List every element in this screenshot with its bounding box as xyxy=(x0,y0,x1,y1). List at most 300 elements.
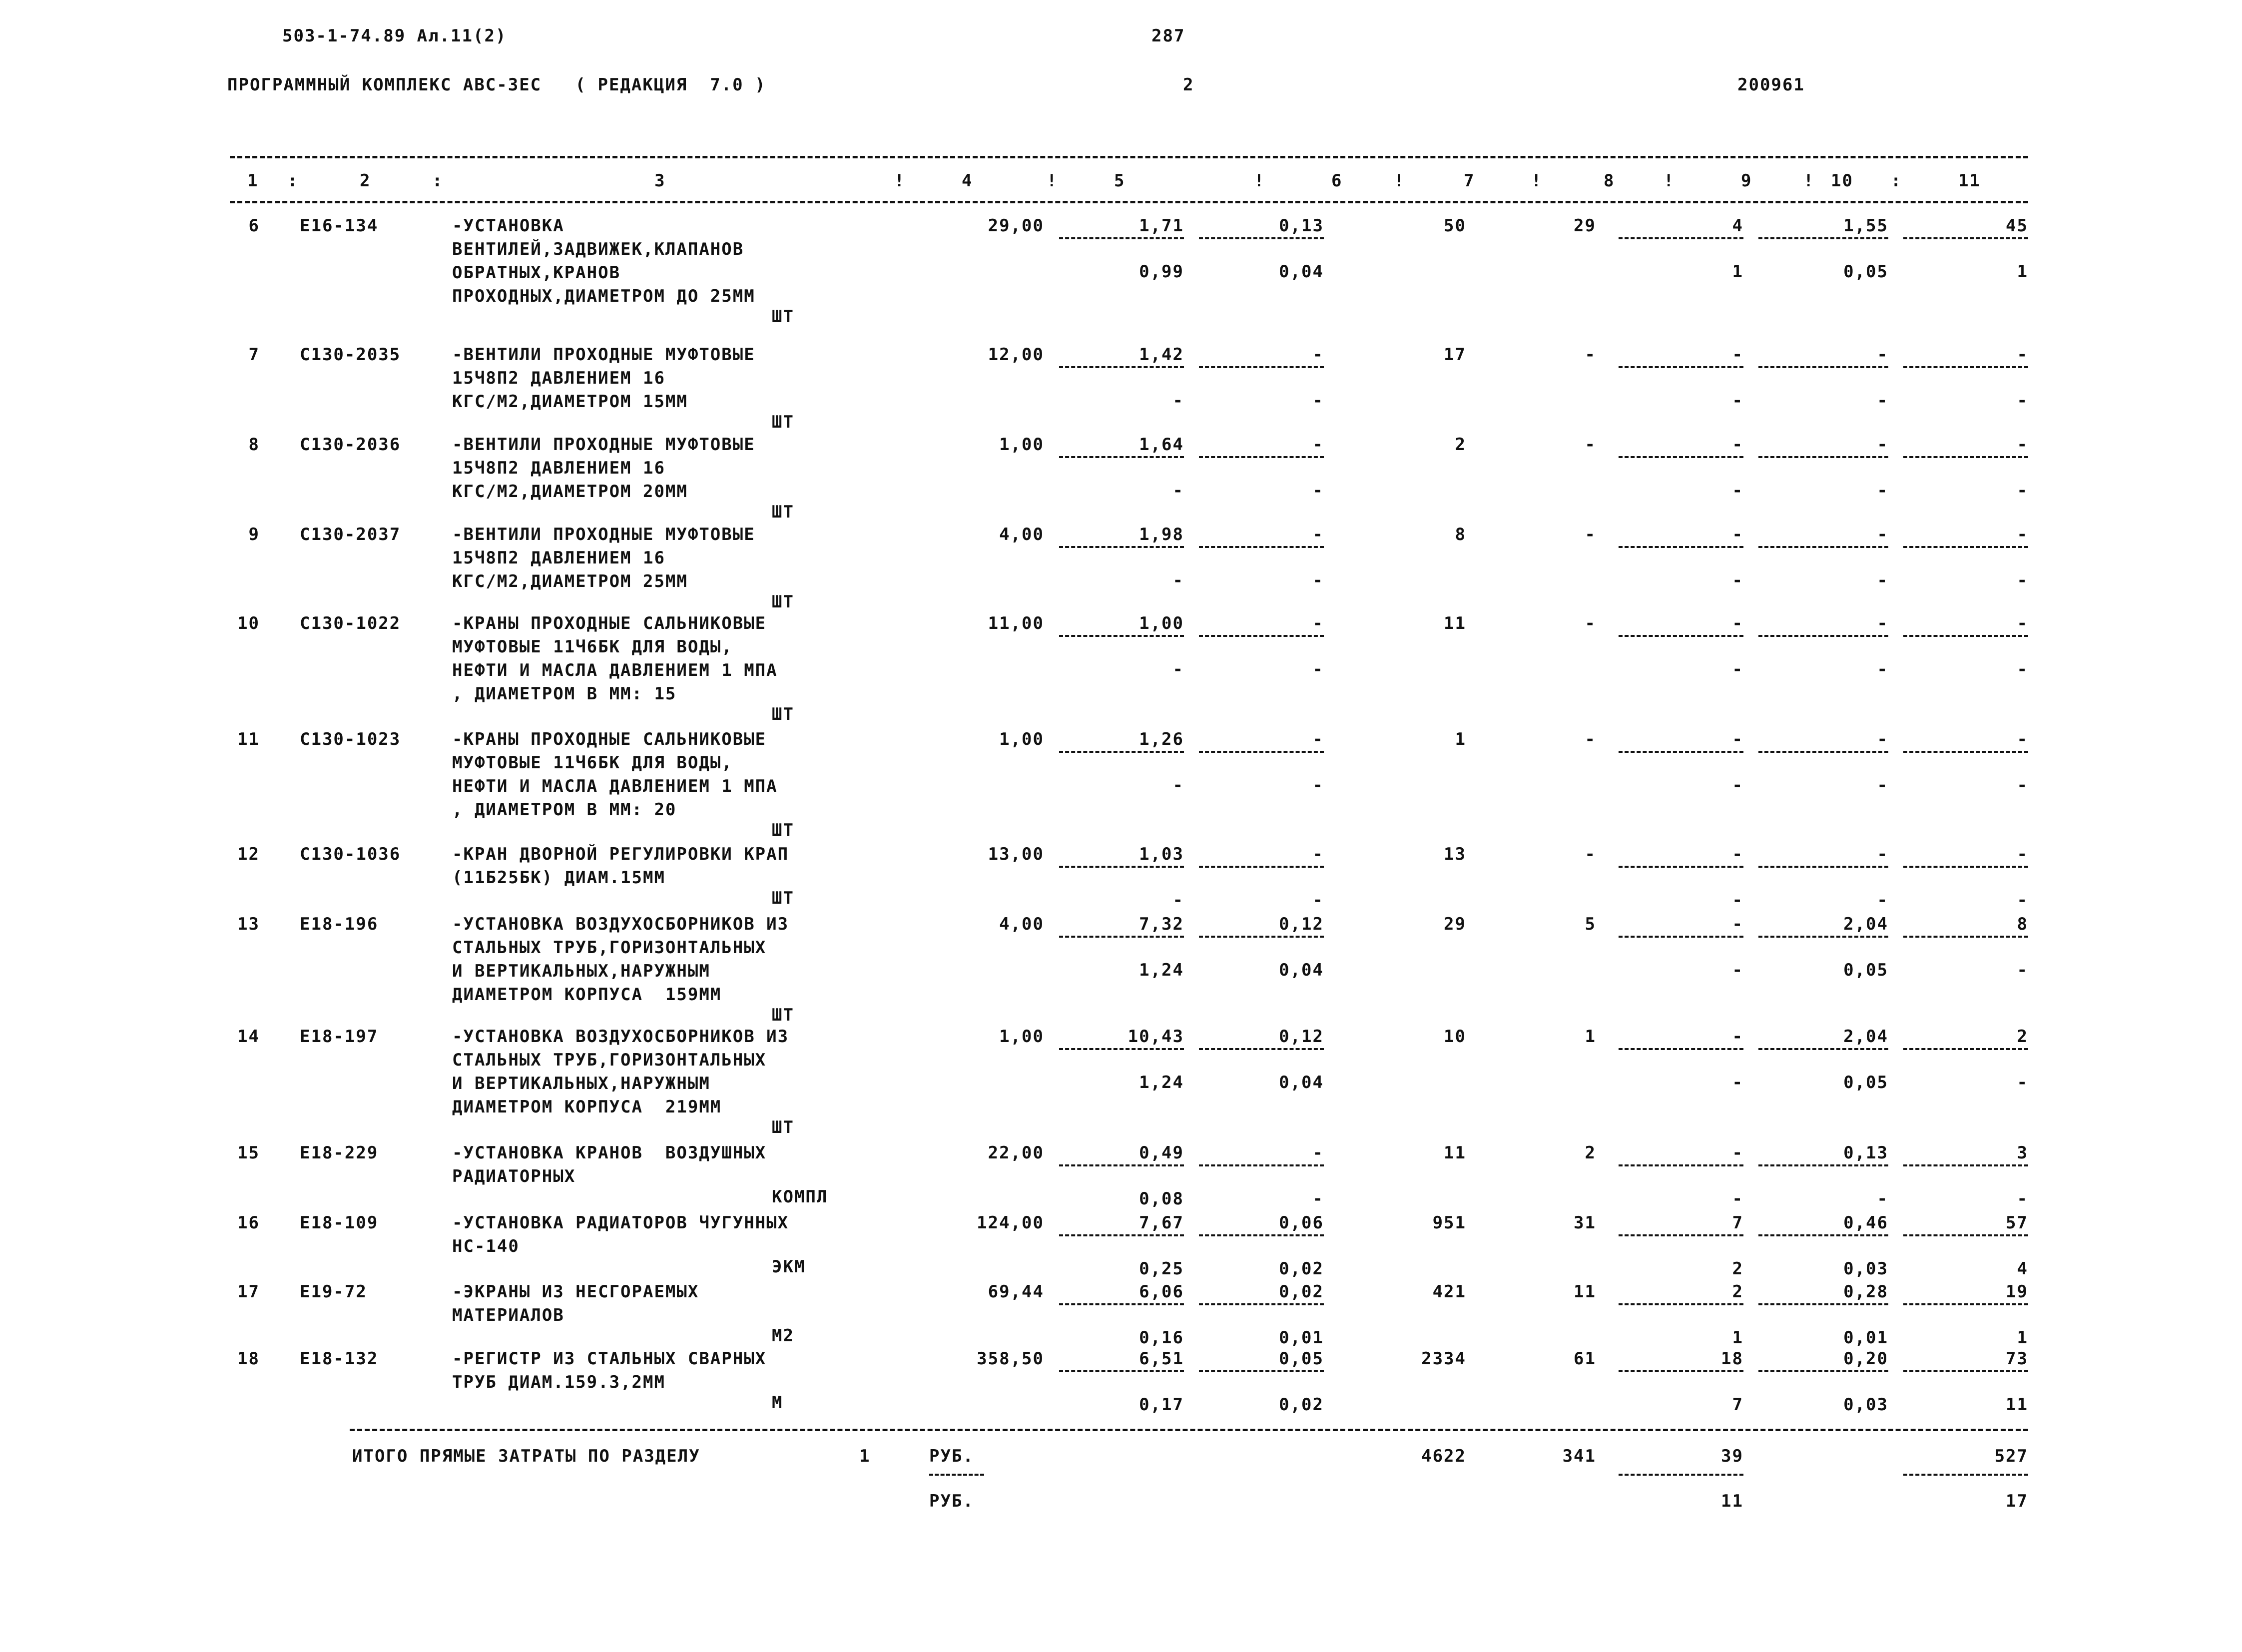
row-16-col11-wage: 4 xyxy=(2017,1259,2028,1279)
row-9-col5-total: 1,98 xyxy=(1139,525,1184,545)
row-6-col8: 29 xyxy=(1574,216,1596,236)
row-17-col5-total: 6,06 xyxy=(1139,1282,1184,1302)
row-10-col11-separator xyxy=(1903,635,2028,637)
row-9-col10-wage: - xyxy=(1877,570,1888,590)
row-14-col6-separator xyxy=(1199,1048,1324,1050)
row-6-col10-total: 1,55 xyxy=(1843,216,1888,236)
row-11-col9-wage: - xyxy=(1732,775,1743,795)
row-12-col11-wage: - xyxy=(2017,890,2028,910)
totals-col11-separator xyxy=(1903,1474,2028,1476)
row-18-col10-wage: 0,03 xyxy=(1843,1395,1888,1415)
column-header-5: ! xyxy=(894,171,906,191)
row-16-col6-wage: 0,02 xyxy=(1279,1259,1324,1279)
page-number: 287 xyxy=(1151,26,1185,46)
row-11-code: С130-1023 xyxy=(300,729,401,749)
row-11-desc-line-0: -КРАНЫ ПРОХОДНЫЕ САЛЬНИКОВЫЕ xyxy=(452,729,767,749)
row-6-desc-line-3: ПРОХОДНЫХ,ДИАМЕТРОМ ДО 25ММ xyxy=(452,286,755,306)
row-10-col6-wage: - xyxy=(1312,659,1324,679)
row-7-col9-total: - xyxy=(1732,345,1743,365)
row-17-col11-separator xyxy=(1903,1303,2028,1305)
row-6-number: 6 xyxy=(248,216,260,236)
totals-col8: 341 xyxy=(1562,1446,1596,1466)
row-15-col5-separator xyxy=(1059,1164,1184,1166)
row-11-col7: 1 xyxy=(1455,729,1466,749)
row-10-col5-total: 1,00 xyxy=(1139,613,1184,633)
row-17-col9-separator xyxy=(1619,1303,1743,1305)
row-18-col5-total: 6,51 xyxy=(1139,1349,1184,1369)
row-16-col9-total: 7 xyxy=(1732,1213,1743,1233)
totals-col7: 4622 xyxy=(1421,1446,1466,1466)
row-14-col10-wage: 0,05 xyxy=(1843,1073,1888,1093)
row-17-col10-total: 0,28 xyxy=(1843,1282,1888,1302)
row-8-col5-total: 1,64 xyxy=(1139,435,1184,455)
row-8-col10-total: - xyxy=(1877,435,1888,455)
column-header-17: ! xyxy=(1803,171,1815,191)
table-header-border xyxy=(230,201,2028,203)
row-8-col5-wage: - xyxy=(1172,481,1184,501)
row-9-code: С130-2037 xyxy=(300,525,401,545)
row-17-quantity: 69,44 xyxy=(988,1282,1044,1302)
row-17-col8: 11 xyxy=(1574,1282,1596,1302)
row-18-desc-line-1: ТРУБ ДИАМ.159.3,2ММ xyxy=(452,1372,665,1392)
row-7-number: 7 xyxy=(248,345,260,365)
row-6-unit: ШТ xyxy=(772,307,794,327)
row-13-col5-wage: 1,24 xyxy=(1139,960,1184,980)
row-16-number: 16 xyxy=(237,1213,260,1233)
column-header-10: 6 xyxy=(1331,171,1343,191)
row-14-col10-separator xyxy=(1758,1048,1888,1050)
row-15-col9-total: - xyxy=(1732,1143,1743,1163)
row-14-col6-wage: 0,04 xyxy=(1279,1073,1324,1093)
row-13-col9-total: - xyxy=(1732,914,1743,934)
row-18-col9-separator xyxy=(1619,1370,1743,1372)
row-10-quantity: 11,00 xyxy=(988,613,1044,633)
row-10-col6-separator xyxy=(1199,635,1324,637)
row-14-desc-line-3: ДИАМЕТРОМ КОРПУСА 219ММ xyxy=(452,1097,722,1117)
row-18-col11-total: 73 xyxy=(2006,1349,2028,1369)
column-header-20: 11 xyxy=(1958,171,1981,191)
totals-unit: РУБ. xyxy=(929,1446,974,1466)
row-6-col11-wage: 1 xyxy=(2017,262,2028,282)
row-16-col5-wage: 0,25 xyxy=(1139,1259,1184,1279)
row-16-col7: 951 xyxy=(1432,1213,1466,1233)
row-6-col5-wage: 0,99 xyxy=(1139,262,1184,282)
totals-unit-second: РУБ. xyxy=(929,1491,974,1511)
column-header-14: 8 xyxy=(1604,171,1615,191)
row-11-col11-wage: - xyxy=(2017,775,2028,795)
row-18-unit: М xyxy=(772,1393,783,1413)
row-11-col9-separator xyxy=(1619,751,1743,753)
column-header-1: : xyxy=(287,171,299,191)
row-14-col7: 10 xyxy=(1444,1027,1466,1047)
row-18-col6-total: 0,05 xyxy=(1279,1349,1324,1369)
row-12-col9-separator xyxy=(1619,866,1743,868)
row-12-code: С130-1036 xyxy=(300,844,401,864)
row-17-col6-total: 0,02 xyxy=(1279,1282,1324,1302)
row-13-desc-line-0: -УСТАНОВКА ВОЗДУХОСБОРНИКОВ ИЗ xyxy=(452,914,789,934)
row-8-col5-separator xyxy=(1059,456,1184,458)
row-13-col9-separator xyxy=(1619,936,1743,938)
row-11-col6-wage: - xyxy=(1312,775,1324,795)
row-15-col7: 11 xyxy=(1444,1143,1466,1163)
row-6-desc-line-1: ВЕНТИЛЕЙ,ЗАДВИЖЕК,КЛАПАНОВ xyxy=(452,239,744,259)
row-13-col9-wage: - xyxy=(1732,960,1743,980)
row-7-col9-wage: - xyxy=(1732,391,1743,411)
totals-unit-separator xyxy=(929,1474,984,1476)
row-10-col5-wage: - xyxy=(1172,659,1184,679)
row-17-col7: 421 xyxy=(1432,1282,1466,1302)
row-18-desc-line-0: -РЕГИСТР ИЗ СТАЛЬНЫХ СВАРНЫХ xyxy=(452,1349,767,1369)
row-18-col11-separator xyxy=(1903,1370,2028,1372)
doc-reference: 503-1-74.89 Ал.11(2) xyxy=(282,26,507,46)
row-8-number: 8 xyxy=(248,435,260,455)
row-13-col5-separator xyxy=(1059,936,1184,938)
row-15-desc-line-0: -УСТАНОВКА КРАНОВ ВОЗДУШНЫХ xyxy=(452,1143,767,1163)
row-17-col6-separator xyxy=(1199,1303,1324,1305)
row-14-col6-total: 0,12 xyxy=(1279,1027,1324,1047)
row-18-col9-wage: 7 xyxy=(1732,1395,1743,1415)
row-17-col5-separator xyxy=(1059,1303,1184,1305)
row-11-number: 11 xyxy=(237,729,260,749)
row-17-col6-wage: 0,01 xyxy=(1279,1328,1324,1348)
row-14-quantity: 1,00 xyxy=(999,1027,1044,1047)
row-10-desc-line-0: -КРАНЫ ПРОХОДНЫЕ САЛЬНИКОВЫЕ xyxy=(452,613,767,633)
row-6-col9-total: 4 xyxy=(1732,216,1743,236)
row-15-col8: 2 xyxy=(1585,1143,1596,1163)
row-15-col10-wage: - xyxy=(1877,1189,1888,1209)
row-15-col6-separator xyxy=(1199,1164,1324,1166)
row-13-number: 13 xyxy=(237,914,260,934)
row-11-col10-wage: - xyxy=(1877,775,1888,795)
row-14-col10-total: 2,04 xyxy=(1843,1027,1888,1047)
row-12-col5-separator xyxy=(1059,866,1184,868)
row-14-col9-total: - xyxy=(1732,1027,1743,1047)
row-10-unit: ШТ xyxy=(772,704,794,724)
row-16-col11-separator xyxy=(1903,1234,2028,1236)
row-15-unit: КОМПЛ xyxy=(772,1187,828,1207)
row-7-col11-separator xyxy=(1903,366,2028,368)
row-12-col6-wage: - xyxy=(1312,890,1324,910)
row-17-col11-total: 19 xyxy=(2006,1282,2028,1302)
column-header-6: 4 xyxy=(962,171,973,191)
row-9-col8: - xyxy=(1585,525,1596,545)
sheet-number: 2 xyxy=(1183,75,1194,95)
row-16-col10-wage: 0,03 xyxy=(1843,1259,1888,1279)
row-7-col6-total: - xyxy=(1312,345,1324,365)
row-9-col11-separator xyxy=(1903,546,2028,548)
row-9-col6-total: - xyxy=(1312,525,1324,545)
row-10-col11-wage: - xyxy=(2017,659,2028,679)
row-13-col6-separator xyxy=(1199,936,1324,938)
row-13-col11-total: 8 xyxy=(2017,914,2028,934)
row-13-col6-total: 0,12 xyxy=(1279,914,1324,934)
row-17-desc-line-0: -ЭКРАНЫ ИЗ НЕСГОРАЕМЫХ xyxy=(452,1282,699,1302)
row-7-col5-wage: - xyxy=(1172,391,1184,411)
row-8-col9-total: - xyxy=(1732,435,1743,455)
row-18-col10-separator xyxy=(1758,1370,1888,1372)
row-10-col10-wage: - xyxy=(1877,659,1888,679)
row-13-quantity: 4,00 xyxy=(999,914,1044,934)
row-8-col6-separator xyxy=(1199,456,1324,458)
row-13-desc-line-2: И ВЕРТИКАЛЬНЫХ,НАРУЖНЫМ xyxy=(452,961,710,981)
row-14-desc-line-2: И ВЕРТИКАЛЬНЫХ,НАРУЖНЫМ xyxy=(452,1074,710,1094)
row-7-col8: - xyxy=(1585,345,1596,365)
row-8-col11-total: - xyxy=(2017,435,2028,455)
row-13-col5-total: 7,32 xyxy=(1139,914,1184,934)
row-14-col11-total: 2 xyxy=(2017,1027,2028,1047)
row-7-col7: 17 xyxy=(1444,345,1466,365)
row-7-desc-line-0: -ВЕНТИЛИ ПРОХОДНЫЕ МУФТОВЫЕ xyxy=(452,345,755,365)
row-10-col7: 11 xyxy=(1444,613,1466,633)
row-17-col11-wage: 1 xyxy=(2017,1328,2028,1348)
row-9-col7: 8 xyxy=(1455,525,1466,545)
column-header-8: 5 xyxy=(1114,171,1125,191)
totals-col9-total: 39 xyxy=(1721,1446,1743,1466)
row-10-col11-total: - xyxy=(2017,613,2028,633)
column-header-12: 7 xyxy=(1464,171,1475,191)
row-17-col9-total: 2 xyxy=(1732,1282,1743,1302)
row-13-unit: ШТ xyxy=(772,1005,794,1025)
totals-col9-wage: 11 xyxy=(1721,1491,1743,1511)
row-9-col5-wage: - xyxy=(1172,570,1184,590)
row-8-code: С130-2036 xyxy=(300,435,401,455)
row-12-col6-separator xyxy=(1199,866,1324,868)
row-10-desc-line-2: НЕФТИ И МАСЛА ДАВЛЕНИЕМ 1 МПА xyxy=(452,660,778,680)
row-16-col5-separator xyxy=(1059,1234,1184,1236)
row-16-col9-wage: 2 xyxy=(1732,1259,1743,1279)
row-14-col8: 1 xyxy=(1585,1027,1596,1047)
row-11-col8: - xyxy=(1585,729,1596,749)
row-8-col8: - xyxy=(1585,435,1596,455)
row-18-col8: 61 xyxy=(1574,1349,1596,1369)
row-16-col6-total: 0,06 xyxy=(1279,1213,1324,1233)
row-7-col5-separator xyxy=(1059,366,1184,368)
row-12-col10-wage: - xyxy=(1877,890,1888,910)
row-7-col11-total: - xyxy=(2017,345,2028,365)
row-15-col6-wage: - xyxy=(1312,1189,1324,1209)
row-15-col10-total: 0,13 xyxy=(1843,1143,1888,1163)
row-7-desc-line-2: КГС/М2,ДИАМЕТРОМ 15ММ xyxy=(452,392,688,412)
row-6-col5-separator xyxy=(1059,237,1184,239)
row-18-code: Е18-132 xyxy=(300,1349,379,1369)
row-9-col9-separator xyxy=(1619,546,1743,548)
column-header-15: ! xyxy=(1664,171,1675,191)
row-12-unit: ШТ xyxy=(772,888,794,908)
column-header-19: : xyxy=(1891,171,1902,191)
column-header-18: 10 xyxy=(1831,171,1853,191)
row-7-col9-separator xyxy=(1619,366,1743,368)
row-10-code: С130-1022 xyxy=(300,613,401,633)
row-14-unit: ШТ xyxy=(772,1117,794,1137)
row-16-unit: ЭКМ xyxy=(772,1257,806,1277)
row-15-code: Е18-229 xyxy=(300,1143,379,1163)
row-9-quantity: 4,00 xyxy=(999,525,1044,545)
row-9-col9-total: - xyxy=(1732,525,1743,545)
row-11-desc-line-2: НЕФТИ И МАСЛА ДАВЛЕНИЕМ 1 МПА xyxy=(452,776,778,796)
row-12-col5-total: 1,03 xyxy=(1139,844,1184,864)
row-15-col11-total: 3 xyxy=(2017,1143,2028,1163)
row-15-col5-wage: 0,08 xyxy=(1139,1189,1184,1209)
row-13-col10-separator xyxy=(1758,936,1888,938)
row-6-col6-wage: 0,04 xyxy=(1279,262,1324,282)
row-16-col6-separator xyxy=(1199,1234,1324,1236)
row-7-desc-line-1: 15Ч8П2 ДАВЛЕНИЕМ 16 xyxy=(452,368,665,388)
row-13-desc-line-3: ДИАМЕТРОМ КОРПУСА 159ММ xyxy=(452,985,722,1005)
row-7-col11-wage: - xyxy=(2017,391,2028,411)
row-13-col11-wage: - xyxy=(2017,960,2028,980)
row-6-col6-total: 0,13 xyxy=(1279,216,1324,236)
row-17-col9-wage: 1 xyxy=(1732,1328,1743,1348)
row-14-col9-separator xyxy=(1619,1048,1743,1050)
row-7-quantity: 12,00 xyxy=(988,345,1044,365)
row-11-col6-separator xyxy=(1199,751,1324,753)
row-11-col9-total: - xyxy=(1732,729,1743,749)
row-12-col7: 13 xyxy=(1444,844,1466,864)
row-14-code: Е18-197 xyxy=(300,1027,379,1047)
row-8-quantity: 1,00 xyxy=(999,435,1044,455)
row-11-col5-separator xyxy=(1059,751,1184,753)
row-9-desc-line-1: 15Ч8П2 ДАВЛЕНИЕМ 16 xyxy=(452,548,665,568)
row-9-col6-wage: - xyxy=(1312,570,1324,590)
row-9-desc-line-0: -ВЕНТИЛИ ПРОХОДНЫЕ МУФТОВЫЕ xyxy=(452,525,755,545)
row-8-col10-wage: - xyxy=(1877,481,1888,501)
row-11-col10-total: - xyxy=(1877,729,1888,749)
row-7-code: С130-2035 xyxy=(300,345,401,365)
row-8-col10-separator xyxy=(1758,456,1888,458)
row-18-col11-wage: 11 xyxy=(2006,1395,2028,1415)
row-11-col11-total: - xyxy=(2017,729,2028,749)
row-9-col5-separator xyxy=(1059,546,1184,548)
row-8-col7: 2 xyxy=(1455,435,1466,455)
row-14-desc-line-1: СТАЛЬНЫХ ТРУБ,ГОРИЗОНТАЛЬНЫХ xyxy=(452,1050,767,1070)
row-8-desc-line-2: КГС/М2,ДИАМЕТРОМ 20ММ xyxy=(452,482,688,502)
row-16-code: Е18-109 xyxy=(300,1213,379,1233)
row-15-col11-wage: - xyxy=(2017,1189,2028,1209)
row-14-number: 14 xyxy=(237,1027,260,1047)
row-12-col11-total: - xyxy=(2017,844,2028,864)
row-8-desc-line-1: 15Ч8П2 ДАВЛЕНИЕМ 16 xyxy=(452,458,665,478)
row-17-col10-wage: 0,01 xyxy=(1843,1328,1888,1348)
row-6-col9-wage: 1 xyxy=(1732,262,1743,282)
row-8-col6-wage: - xyxy=(1312,481,1324,501)
row-18-col6-wage: 0,02 xyxy=(1279,1395,1324,1415)
column-header-16: 9 xyxy=(1741,171,1752,191)
row-12-quantity: 13,00 xyxy=(988,844,1044,864)
row-6-col7: 50 xyxy=(1444,216,1466,236)
row-16-desc-line-0: -УСТАНОВКА РАДИАТОРОВ ЧУГУННЫХ xyxy=(452,1213,789,1233)
row-15-number: 15 xyxy=(237,1143,260,1163)
row-16-col9-separator xyxy=(1619,1234,1743,1236)
row-6-col10-wage: 0,05 xyxy=(1843,262,1888,282)
row-12-col9-total: - xyxy=(1732,844,1743,864)
row-16-col10-total: 0,46 xyxy=(1843,1213,1888,1233)
row-15-col11-separator xyxy=(1903,1164,2028,1166)
row-8-col9-wage: - xyxy=(1732,481,1743,501)
row-12-col10-separator xyxy=(1758,866,1888,868)
row-10-col9-separator xyxy=(1619,635,1743,637)
row-11-quantity: 1,00 xyxy=(999,729,1044,749)
row-11-desc-line-3: , ДИАМЕТРОМ В ММ: 20 xyxy=(452,800,677,820)
row-15-quantity: 22,00 xyxy=(988,1143,1044,1163)
row-6-col11-separator xyxy=(1903,237,2028,239)
row-6-code: Е16-134 xyxy=(300,216,379,236)
row-15-col10-separator xyxy=(1758,1164,1888,1166)
row-13-desc-line-1: СТАЛЬНЫХ ТРУБ,ГОРИЗОНТАЛЬНЫХ xyxy=(452,938,767,958)
row-9-unit: ШТ xyxy=(772,592,794,612)
column-header-4: 3 xyxy=(654,171,666,191)
row-8-unit: ШТ xyxy=(772,502,794,522)
totals-col9-separator xyxy=(1619,1474,1743,1476)
column-header-11: ! xyxy=(1394,171,1405,191)
row-13-col10-total: 2,04 xyxy=(1843,914,1888,934)
row-12-col9-wage: - xyxy=(1732,890,1743,910)
row-10-col6-total: - xyxy=(1312,613,1324,633)
row-6-col9-separator xyxy=(1619,237,1743,239)
row-11-unit: ШТ xyxy=(772,820,794,840)
row-6-col10-separator xyxy=(1758,237,1888,239)
row-13-code: Е18-196 xyxy=(300,914,379,934)
row-7-col6-wage: - xyxy=(1312,391,1324,411)
row-14-col5-total: 10,43 xyxy=(1127,1027,1184,1047)
row-11-col5-total: 1,26 xyxy=(1139,729,1184,749)
row-12-col11-separator xyxy=(1903,866,2028,868)
row-10-col10-total: - xyxy=(1877,613,1888,633)
row-14-col11-separator xyxy=(1903,1048,2028,1050)
row-12-col5-wage: - xyxy=(1172,890,1184,910)
document-code: 200961 xyxy=(1737,75,1805,95)
row-12-desc-line-1: (11Б25БК) ДИАМ.15ММ xyxy=(452,868,665,888)
row-6-col11-total: 45 xyxy=(2006,216,2028,236)
row-17-desc-line-1: МАТЕРИАЛОВ xyxy=(452,1305,564,1325)
row-18-col10-total: 0,20 xyxy=(1843,1349,1888,1369)
row-15-col9-separator xyxy=(1619,1164,1743,1166)
row-6-col5-total: 1,71 xyxy=(1139,216,1184,236)
row-7-col5-total: 1,42 xyxy=(1139,345,1184,365)
row-17-number: 17 xyxy=(237,1282,260,1302)
row-11-col11-separator xyxy=(1903,751,2028,753)
column-header-7: ! xyxy=(1047,171,1058,191)
row-10-col9-total: - xyxy=(1732,613,1743,633)
row-7-col10-total: - xyxy=(1877,345,1888,365)
row-9-col11-total: - xyxy=(2017,525,2028,545)
row-8-col11-wage: - xyxy=(2017,481,2028,501)
row-16-col5-total: 7,67 xyxy=(1139,1213,1184,1233)
row-10-number: 10 xyxy=(237,613,260,633)
row-18-col5-separator xyxy=(1059,1370,1184,1372)
row-10-col10-separator xyxy=(1758,635,1888,637)
row-15-col5-total: 0,49 xyxy=(1139,1143,1184,1163)
row-11-col5-wage: - xyxy=(1172,775,1184,795)
totals-label: ИТОГО ПРЯМЫЕ ЗАТРАТЫ ПО РАЗДЕЛУ xyxy=(352,1446,700,1466)
row-10-col5-separator xyxy=(1059,635,1184,637)
row-6-quantity: 29,00 xyxy=(988,216,1044,236)
row-6-desc-line-0: -УСТАНОВКА xyxy=(452,216,564,236)
row-9-number: 9 xyxy=(248,525,260,545)
row-18-col6-separator xyxy=(1199,1370,1324,1372)
row-15-col9-wage: - xyxy=(1732,1189,1743,1209)
row-13-col11-separator xyxy=(1903,936,2028,938)
row-10-col8: - xyxy=(1585,613,1596,633)
row-12-number: 12 xyxy=(237,844,260,864)
row-12-col6-total: - xyxy=(1312,844,1324,864)
row-8-col9-separator xyxy=(1619,456,1743,458)
row-14-col9-wage: - xyxy=(1732,1073,1743,1093)
row-13-col6-wage: 0,04 xyxy=(1279,960,1324,980)
row-9-col11-wage: - xyxy=(2017,570,2028,590)
row-8-desc-line-0: -ВЕНТИЛИ ПРОХОДНЫЕ МУФТОВЫЕ xyxy=(452,435,755,455)
row-6-col6-separator xyxy=(1199,237,1324,239)
column-header-9: ! xyxy=(1254,171,1265,191)
